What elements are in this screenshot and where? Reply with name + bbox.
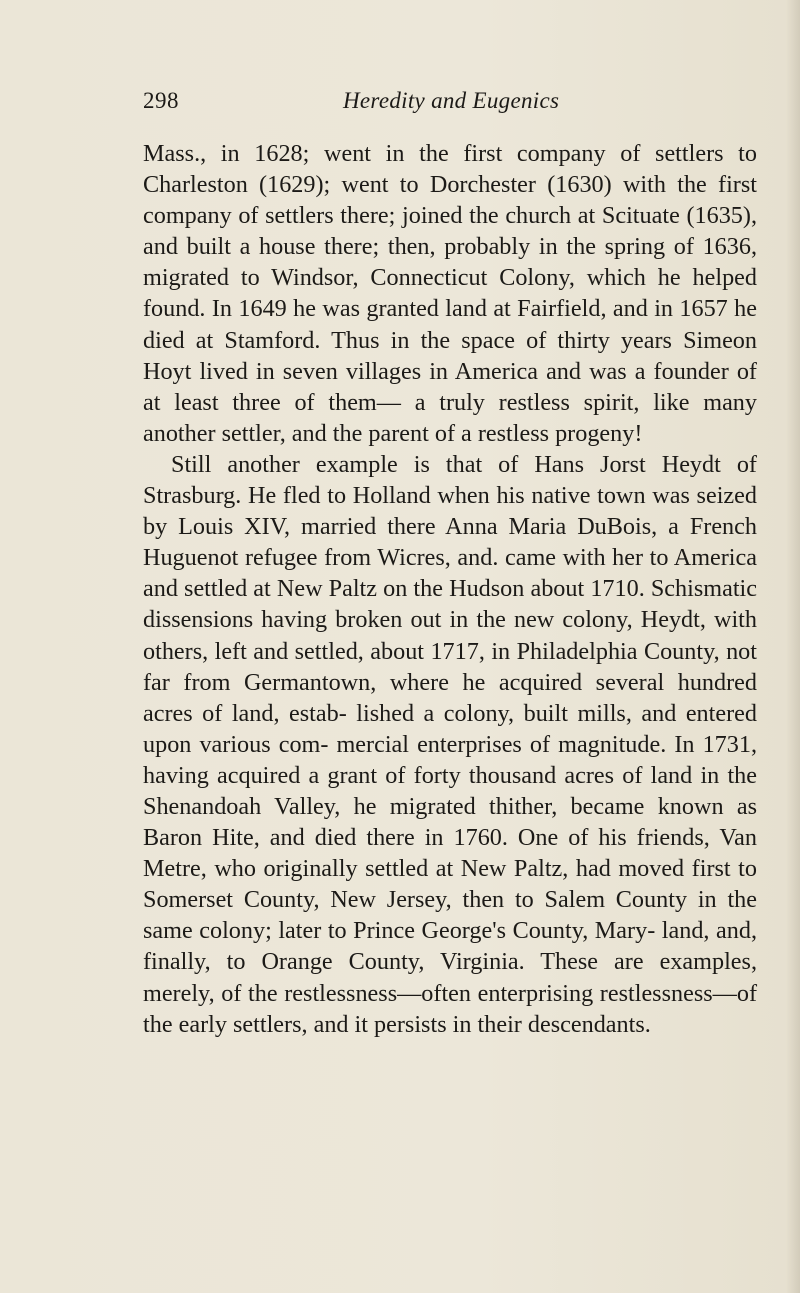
body-text <box>143 138 757 1040</box>
page-number: 298 <box>143 88 179 113</box>
page-header <box>143 88 755 122</box>
running-head: Heredity and Eugenics <box>343 88 560 113</box>
paragraph-hans-jorst-heydt: Still another example is that of Hans Jorst Heydt of Strasburg. He fled to Holland when his native town was seized by Louis XIV, married there Anna Maria DuBois, a French Huguenot refugee from Wicres, and. came with her to America and settled at New Paltz on the Hudson about 1710. Schismatic dissensions having broken out in the new colony, Heydt, with others, left and settled, about 1717, in Philadelphia County, not far from Germantown, where he acquired several hundred acres of land, estab- lished a colony, built mills, and entered upon various com- mercial enterprises of magnitude. In 1731, having acquired a grant of forty thousand acres of land in the Shenandoah Valley, he migrated thither, became known as Baron Hite, and died there in 1760. One of his friends, Van Metre, who originally settled at New Paltz, had moved first to Somerset County, New Jersey, then to Salem County in the same colony; later to Prince George's County, Mary- land, and, finally, to Orange County, Virginia. These are examples, merely, of the restlessness—often enterprising restlessness—of the early settlers, and it persists in their descendants. <box>143 450 757 1038</box>
paragraph-simeon-hoyt: Mass., in 1628; went in the first company of settlers to Charleston (1629); went to Dorchester (1630) with the first company of settlers there; joined the church at Scituate (1635), and built a house there; then, probably in the spring of 1636, migrated to Windsor, Connecticut Colony, which he helped found. In 1649 he was granted land at Fairfield, and in 1657 he died at Stamford. Thus in the space of thirty years Simeon Hoyt lived in seven villages in America and was a founder of at least three of them— a truly restless spirit, like many another settler, and the parent of a restless progeny! <box>143 140 757 447</box>
page-edge-shadow <box>786 0 800 1293</box>
